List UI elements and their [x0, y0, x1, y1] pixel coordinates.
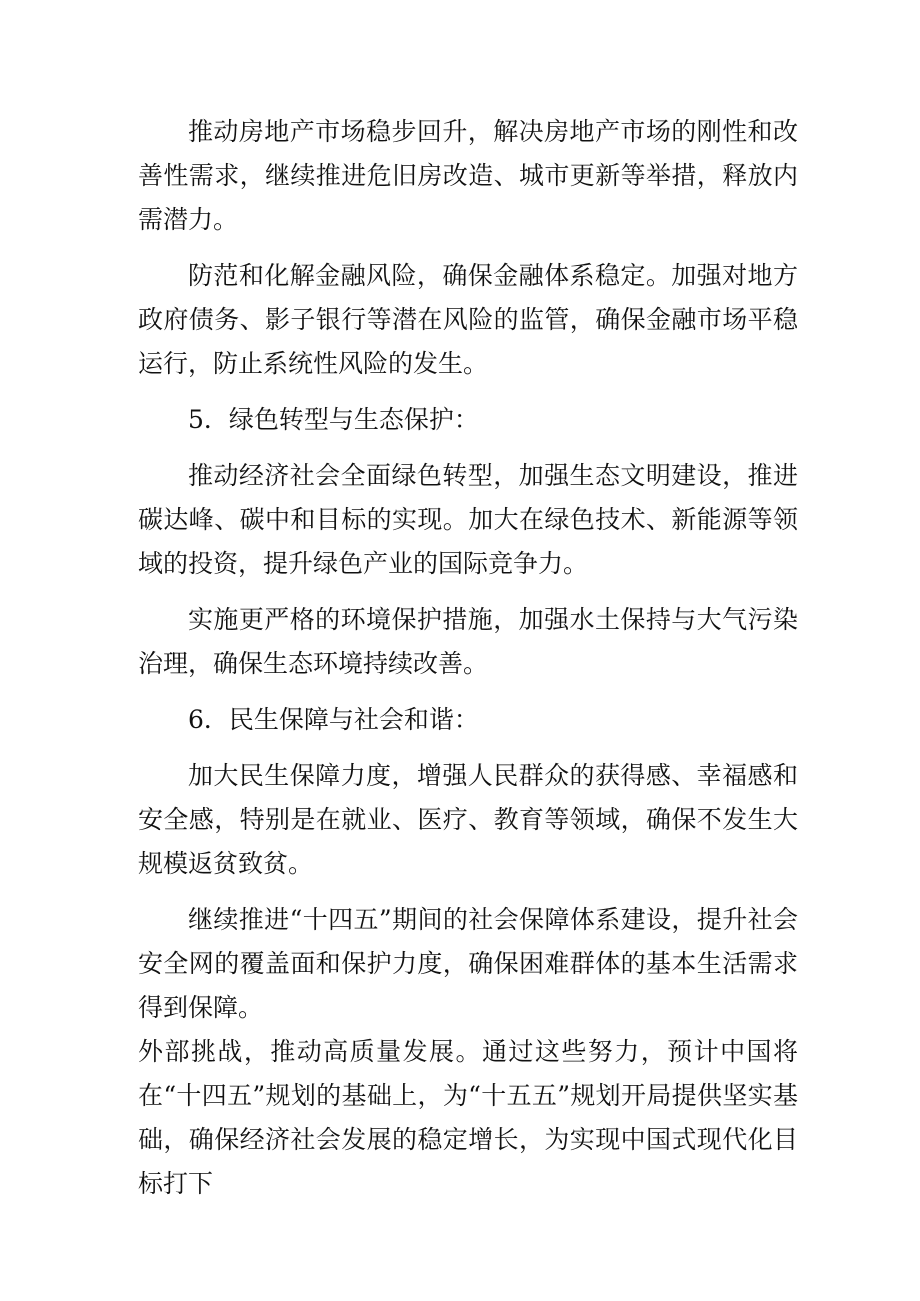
paragraph-environmental-protection: 实施更严格的环境保护措施，加强水土保持与大气污染治理，确保生态环境持续改善。 [138, 605, 798, 678]
paragraph-conclusion: 外部挑战，推动高质量发展。通过这些努力，预计中国将在“十四五”规划的基础上，为“十五五”规划开局提供坚实基础，确保经济社会发展的稳定增长，为实现中国式现代化目标打下 [138, 1037, 798, 1198]
paragraph-social-security: 继续推进“十四五”期间的社会保障体系建设，提升社会安全网的覆盖面和保护力度，确保困难群体的基本生活需求得到保障。 [138, 905, 798, 1022]
paragraph-financial-risk: 防范和化解金融风险，确保金融体系稳定。加强对地方政府债务、影子银行等潜在风险的监管，确保金融市场平稳运行，防止系统性风险的发生。 [138, 261, 798, 378]
section-heading-livelihood: 6．民生保障与社会和谐： [188, 705, 479, 734]
paragraph-real-estate: 推动房地产市场稳步回升，解决房地产市场的刚性和改善性需求，继续推进危旧房改造、城市更新等举措，释放内需潜力。 [138, 117, 798, 234]
section-heading-green-transition: 5．绿色转型与生态保护： [188, 405, 479, 434]
paragraph-livelihood: 加大民生保障力度，增强人民群众的获得感、幸福感和安全感，特别是在就业、医疗、教育等领域，确保不发生大规模返贫致贫。 [138, 761, 798, 878]
document-body [138, 110, 798, 1218]
paragraph-green-transition: 推动经济社会全面绿色转型，加强生态文明建设，推进碳达峰、碳中和目标的实现。加大在绿色技术、新能源等领域的投资，提升绿色产业的国际竞争力。 [138, 461, 798, 578]
